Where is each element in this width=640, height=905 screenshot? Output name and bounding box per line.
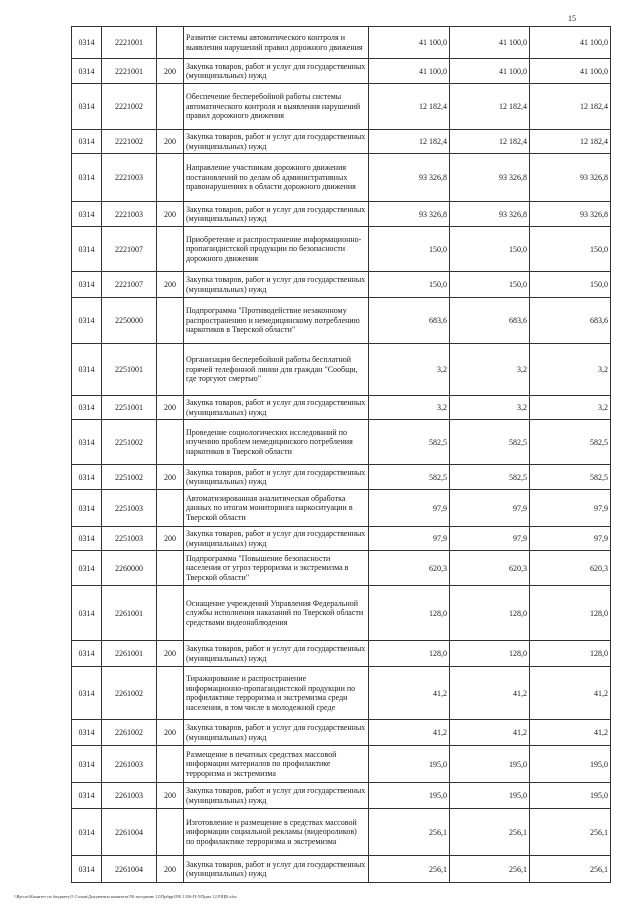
amount-year-2: 12 182,4: [450, 130, 530, 154]
expense-type-code: 200: [157, 783, 184, 809]
expense-type-code: 200: [157, 130, 184, 154]
amount-year-3: 97,9: [530, 490, 611, 527]
amount-year-3: 150,0: [530, 227, 611, 272]
amount-year-2: 3,2: [450, 344, 530, 396]
expense-type-code: [157, 298, 184, 344]
amount-year-3: 128,0: [530, 641, 611, 667]
item-name: Закупка товаров, работ и услуг для государственных (муниципальных) нужд: [184, 527, 369, 551]
section-code: 0314: [72, 856, 102, 883]
table-row: [72, 59, 611, 84]
amount-year-2: 41 100,0: [450, 27, 530, 59]
section-code: 0314: [72, 667, 102, 720]
amount-year-3: 41 100,0: [530, 59, 611, 84]
section-code: 0314: [72, 298, 102, 344]
article-code: 2261001: [102, 641, 157, 667]
table-row: [72, 551, 611, 586]
section-code: 0314: [72, 344, 102, 396]
item-name: Закупка товаров, работ и услуг для государственных (муниципальных) нужд: [184, 130, 369, 154]
amount-year-2: 683,6: [450, 298, 530, 344]
section-code: 0314: [72, 746, 102, 783]
item-name: Оснащение учреждений Управления Федеральной службы исполнения наказаний по Тверской области средствами видеонаблюдения: [184, 586, 369, 641]
amount-year-2: 256,1: [450, 809, 530, 856]
amount-year-2: 128,0: [450, 641, 530, 667]
section-code: 0314: [72, 154, 102, 202]
amount-year-3: 256,1: [530, 856, 611, 883]
table-row: [72, 746, 611, 783]
section-code: 0314: [72, 27, 102, 59]
table-row: [72, 272, 611, 298]
article-code: 2261001: [102, 586, 157, 641]
amount-year-1: 195,0: [369, 746, 450, 783]
amount-year-3: 683,6: [530, 298, 611, 344]
table-row: [72, 527, 611, 551]
amount-year-3: 582,5: [530, 465, 611, 490]
article-code: 2221001: [102, 59, 157, 84]
expense-type-code: [157, 809, 184, 856]
amount-year-3: 150,0: [530, 272, 611, 298]
amount-year-3: 3,2: [530, 344, 611, 396]
article-code: 2251001: [102, 396, 157, 420]
table-row: [72, 154, 611, 202]
amount-year-1: 41,2: [369, 667, 450, 720]
amount-year-2: 620,3: [450, 551, 530, 586]
item-name: Закупка товаров, работ и услуг для государственных (муниципальных) нужд: [184, 202, 369, 227]
section-code: 0314: [72, 527, 102, 551]
amount-year-2: 97,9: [450, 527, 530, 551]
expense-type-code: 200: [157, 856, 184, 883]
article-code: 2261002: [102, 720, 157, 746]
table-row: [72, 720, 611, 746]
page-number: 15: [568, 14, 576, 23]
table-row: [72, 27, 611, 59]
item-name: Изготовление и размещение в средствах массовой информации социальной рекламы (видеороликов) по профилактике терроризма и экстремизма: [184, 809, 369, 856]
table-row: [72, 465, 611, 490]
amount-year-3: 195,0: [530, 783, 611, 809]
article-code: 2251002: [102, 465, 157, 490]
amount-year-1: 150,0: [369, 227, 450, 272]
table-row: [72, 420, 611, 465]
article-code: 2261003: [102, 783, 157, 809]
expense-type-code: [157, 667, 184, 720]
amount-year-1: 683,6: [369, 298, 450, 344]
section-code: 0314: [72, 130, 102, 154]
table-row: [72, 344, 611, 396]
expense-type-code: 200: [157, 272, 184, 298]
table-row: [72, 586, 611, 641]
expense-type-code: 200: [157, 527, 184, 551]
amount-year-3: 93 326,8: [530, 202, 611, 227]
item-name: Проведение социологических исследований по изучению проблем немедицинского потребления наркотиков в Тверской области: [184, 420, 369, 465]
table-row: [72, 202, 611, 227]
expense-type-code: [157, 227, 184, 272]
amount-year-1: 41 100,0: [369, 27, 450, 59]
amount-year-2: 93 326,8: [450, 202, 530, 227]
item-name: Организация бесперебойной работы бесплатной горячей телефонной линии для граждан "Сообщи, где торгуют смертью": [184, 344, 369, 396]
table-row: [72, 783, 611, 809]
item-name: Закупка товаров, работ и услуг для государственных (муниципальных) нужд: [184, 720, 369, 746]
amount-year-1: 3,2: [369, 396, 450, 420]
amount-year-2: 150,0: [450, 227, 530, 272]
expense-type-code: [157, 84, 184, 130]
article-code: 2221003: [102, 202, 157, 227]
article-code: 2221002: [102, 130, 157, 154]
expense-type-code: [157, 154, 184, 202]
amount-year-3: 97,9: [530, 527, 611, 551]
section-code: 0314: [72, 227, 102, 272]
expense-type-code: [157, 586, 184, 641]
section-code: 0314: [72, 465, 102, 490]
article-code: 2261003: [102, 746, 157, 783]
item-name: Автоматизированная аналитическая обработка данных по итогам мониторинга наркоситуации в Тверской области: [184, 490, 369, 527]
section-code: 0314: [72, 551, 102, 586]
section-code: 0314: [72, 641, 102, 667]
expense-type-code: [157, 551, 184, 586]
amount-year-2: 41,2: [450, 667, 530, 720]
section-code: 0314: [72, 809, 102, 856]
article-code: 2221003: [102, 154, 157, 202]
item-name: Закупка товаров, работ и услуг для государственных (муниципальных) нужд: [184, 465, 369, 490]
section-code: 0314: [72, 84, 102, 130]
section-code: 0314: [72, 420, 102, 465]
amount-year-1: 97,9: [369, 490, 450, 527]
section-code: 0314: [72, 783, 102, 809]
section-code: 0314: [72, 59, 102, 84]
article-code: 2221001: [102, 27, 157, 59]
amount-year-1: 128,0: [369, 586, 450, 641]
expense-type-code: 200: [157, 641, 184, 667]
amount-year-2: 93 326,8: [450, 154, 530, 202]
section-code: 0314: [72, 202, 102, 227]
article-code: 2251001: [102, 344, 157, 396]
amount-year-2: 195,0: [450, 783, 530, 809]
item-name: Закупка товаров, работ и услуг для государственных (муниципальных) нужд: [184, 59, 369, 84]
expense-type-code: 200: [157, 396, 184, 420]
amount-year-1: 3,2: [369, 344, 450, 396]
item-name: Закупка товаров, работ и услуг для государственных (муниципальных) нужд: [184, 396, 369, 420]
item-name: Подпрограмма "Повышение безопасности населения от угроз терроризма и экстремизма в Тверской области": [184, 551, 369, 586]
expense-type-code: [157, 746, 184, 783]
amount-year-3: 41,2: [530, 720, 611, 746]
article-code: 2221002: [102, 84, 157, 130]
expense-type-code: 200: [157, 202, 184, 227]
amount-year-1: 12 182,4: [369, 84, 450, 130]
section-code: 0314: [72, 586, 102, 641]
item-name: Подпрограмма "Противодействие незаконному распространению и немедицинскому потреблению наркотиков в Тверской области": [184, 298, 369, 344]
table-row: [72, 298, 611, 344]
item-name: Размещение в печатных средствах массовой информации материалов по профилактике терроризма и экстремизма: [184, 746, 369, 783]
amount-year-1: 128,0: [369, 641, 450, 667]
section-code: 0314: [72, 272, 102, 298]
table-row: [72, 809, 611, 856]
amount-year-2: 12 182,4: [450, 84, 530, 130]
amount-year-1: 93 326,8: [369, 202, 450, 227]
amount-year-1: 97,9: [369, 527, 450, 551]
section-code: 0314: [72, 490, 102, 527]
amount-year-2: 97,9: [450, 490, 530, 527]
item-name: Закупка товаров, работ и услуг для государственных (муниципальных) нужд: [184, 641, 369, 667]
amount-year-3: 582,5: [530, 420, 611, 465]
amount-year-3: 41,2: [530, 667, 611, 720]
expense-type-code: 200: [157, 59, 184, 84]
amount-year-2: 41,2: [450, 720, 530, 746]
amount-year-3: 128,0: [530, 586, 611, 641]
amount-year-3: 256,1: [530, 809, 611, 856]
amount-year-3: 12 182,4: [530, 130, 611, 154]
amount-year-1: 41,2: [369, 720, 450, 746]
item-name: Приобретение и распространение информационно-пропагандистской продукции по безопасности дорожного движения: [184, 227, 369, 272]
table-row: [72, 856, 611, 883]
amount-year-1: 620,3: [369, 551, 450, 586]
amount-year-1: 12 182,4: [369, 130, 450, 154]
amount-year-1: 41 100,0: [369, 59, 450, 84]
table-row: [72, 84, 611, 130]
budget-table-body: [72, 27, 611, 883]
amount-year-2: 582,5: [450, 420, 530, 465]
item-name: Закупка товаров, работ и услуг для государственных (муниципальных) нужд: [184, 783, 369, 809]
amount-year-3: 41 100,0: [530, 27, 611, 59]
amount-year-1: 582,5: [369, 465, 450, 490]
amount-year-1: 256,1: [369, 856, 450, 883]
table-row: [72, 396, 611, 420]
amount-year-2: 150,0: [450, 272, 530, 298]
item-name: Закупка товаров, работ и услуг для государственных (муниципальных) нужд: [184, 272, 369, 298]
amount-year-2: 128,0: [450, 586, 530, 641]
table-row: [72, 641, 611, 667]
amount-year-2: 582,5: [450, 465, 530, 490]
expense-type-code: [157, 344, 184, 396]
article-code: 2261002: [102, 667, 157, 720]
amount-year-1: 256,1: [369, 809, 450, 856]
budget-table: [71, 26, 611, 883]
amount-year-2: 195,0: [450, 746, 530, 783]
amount-year-3: 620,3: [530, 551, 611, 586]
amount-year-2: 256,1: [450, 856, 530, 883]
table-row: [72, 227, 611, 272]
amount-year-3: 93 326,8: [530, 154, 611, 202]
article-code: 2261004: [102, 809, 157, 856]
article-code: 2250000: [102, 298, 157, 344]
article-code: 2251002: [102, 420, 157, 465]
amount-year-1: 195,0: [369, 783, 450, 809]
article-code: 2261004: [102, 856, 157, 883]
item-name: Развитие системы автоматического контроля и выявления нарушений правил дорожного движения: [184, 27, 369, 59]
amount-year-3: 12 182,4: [530, 84, 611, 130]
expense-type-code: 200: [157, 720, 184, 746]
amount-year-3: 195,0: [530, 746, 611, 783]
article-code: 2221007: [102, 272, 157, 298]
expense-type-code: [157, 490, 184, 527]
table-row: [72, 130, 611, 154]
item-name: Закупка товаров, работ и услуг для государственных (муниципальных) нужд: [184, 856, 369, 883]
amount-year-1: 93 326,8: [369, 154, 450, 202]
amount-year-3: 3,2: [530, 396, 611, 420]
expense-type-code: [157, 420, 184, 465]
table-row: [72, 490, 611, 527]
footer-file-path: \\Bp-ozt\Комитет по бюджету\5 Созыв\Документы комитета\50 заседание 12\Прбрр\050 1336-П-5\Прил 12.РЩВ.xlsx: [14, 894, 237, 899]
expense-type-code: [157, 27, 184, 59]
amount-year-1: 582,5: [369, 420, 450, 465]
expense-type-code: 200: [157, 465, 184, 490]
table-row: [72, 667, 611, 720]
amount-year-2: 41 100,0: [450, 59, 530, 84]
article-code: 2251003: [102, 490, 157, 527]
article-code: 2260000: [102, 551, 157, 586]
section-code: 0314: [72, 396, 102, 420]
section-code: 0314: [72, 720, 102, 746]
amount-year-1: 150,0: [369, 272, 450, 298]
amount-year-2: 3,2: [450, 396, 530, 420]
article-code: 2251003: [102, 527, 157, 551]
item-name: Направление участникам дорожного движения постановлений по делам об административных правонарушениях в области дорожного движения: [184, 154, 369, 202]
item-name: Тиражирование и распространение информационно-пропагандистской продукции по профилактике терроризма и экстремизма среди населения, в том числе в молодежной среде: [184, 667, 369, 720]
item-name: Обеспечение бесперебойной работы системы автоматического контроля и выявления нарушений правил дорожного движения: [184, 84, 369, 130]
article-code: 2221007: [102, 227, 157, 272]
